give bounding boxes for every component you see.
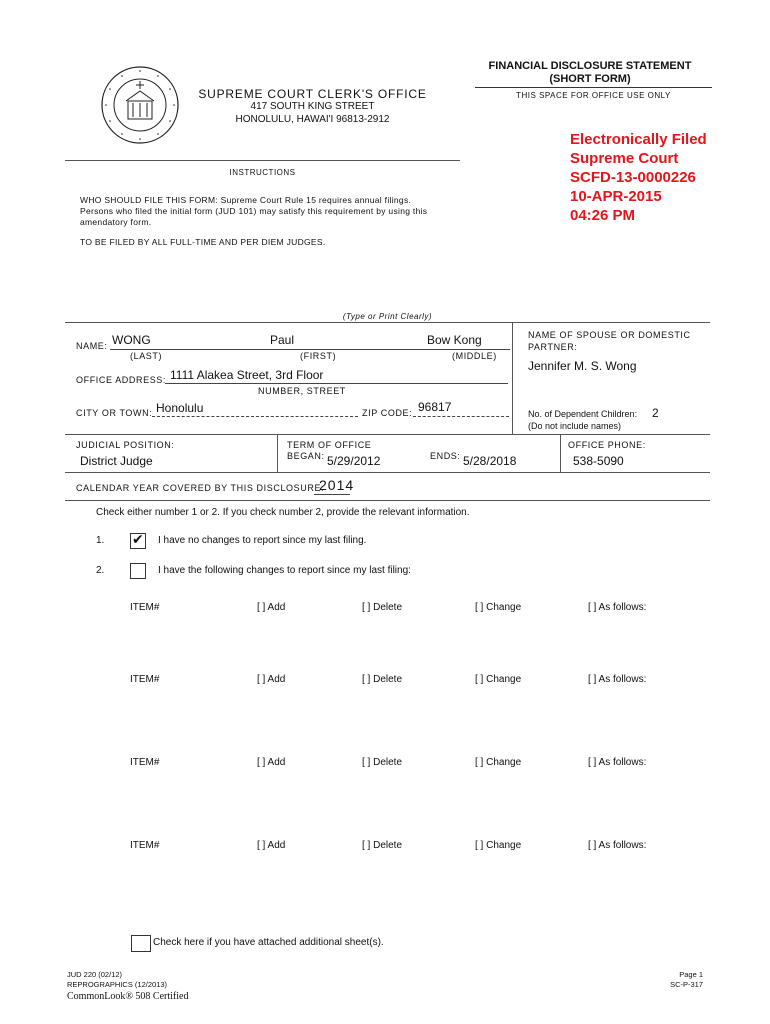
- electronic-filing-stamp: [570, 130, 765, 225]
- change-option[interactable]: [ ] Change: [475, 602, 522, 613]
- stamp-line4: 10-APR-2015: [570, 188, 662, 205]
- ends-value[interactable]: 5/28/2018: [463, 454, 517, 468]
- address-underline: [165, 383, 508, 384]
- stamp-line3: SCFD-13-0000226: [570, 169, 696, 186]
- middle-caption: (MIDDLE): [452, 351, 497, 361]
- calendar-label: CALENDAR YEAR COVERED BY THIS DISCLOSURE:: [76, 483, 325, 493]
- judicial-top-rule: [65, 434, 710, 435]
- as-follows-option[interactable]: [ ] As follows:: [588, 840, 647, 851]
- office-address-value[interactable]: 1111 Alakea Street, 3rd Floor: [170, 368, 324, 382]
- office-address-line2: HONOLULU, HAWAI'I 96813-2912: [235, 114, 390, 125]
- name-underline: [110, 349, 510, 350]
- delete-option[interactable]: [ ] Delete: [362, 602, 403, 613]
- zip-label: ZIP CODE:: [362, 408, 413, 418]
- choice-instruction: Check either number 1 or 2. If you check number 2, provide the relevant information.: [96, 507, 470, 518]
- item-row: [0, 840, 770, 854]
- add-option[interactable]: [ ] Add: [257, 840, 286, 851]
- option1-text: I have no changes to report since my last filing.: [158, 535, 367, 546]
- add-option[interactable]: [ ] Add: [257, 674, 286, 685]
- name-label: NAME:: [76, 341, 108, 351]
- city-label: CITY OR TOWN:: [76, 408, 153, 418]
- dependents-note: (Do not include names): [528, 421, 622, 431]
- city-value[interactable]: Honolulu: [156, 401, 204, 415]
- as-follows-option[interactable]: [ ] As follows:: [588, 757, 647, 768]
- change-option[interactable]: [ ] Change: [475, 757, 522, 768]
- as-follows-option[interactable]: [ ] As follows:: [588, 602, 647, 613]
- calendar-underline: [314, 494, 350, 495]
- add-option[interactable]: [ ] Add: [257, 757, 286, 768]
- change-option[interactable]: [ ] Change: [475, 840, 522, 851]
- form-title-line2: (SHORT FORM): [549, 73, 631, 85]
- office-address-line1: 417 SOUTH KING STREET: [250, 101, 375, 112]
- option2-checkbox[interactable]: [130, 563, 146, 579]
- item-row: [0, 757, 770, 771]
- delete-option[interactable]: [ ] Delete: [362, 840, 403, 851]
- item-number-label: ITEM#: [130, 757, 160, 768]
- change-option[interactable]: [ ] Change: [475, 674, 522, 685]
- first-caption: (FIRST): [300, 351, 337, 361]
- delete-option[interactable]: [ ] Delete: [362, 674, 403, 685]
- office-address-label: OFFICE ADDRESS:: [76, 375, 167, 385]
- spouse-label: [528, 329, 691, 353]
- item-number-label: ITEM#: [130, 840, 160, 851]
- attached-sheets-checkbox[interactable]: [131, 935, 151, 952]
- office-name: SUPREME COURT CLERK'S OFFICE: [198, 87, 427, 101]
- spouse-label-line1: NAME OF SPOUSE OR DOMESTIC: [528, 330, 691, 340]
- last-caption: (LAST): [130, 351, 163, 361]
- number-street-caption: NUMBER, STREET: [258, 386, 346, 396]
- calendar-top-rule: [65, 472, 710, 473]
- stamp-line2: Supreme Court: [570, 150, 679, 167]
- middle-name-value[interactable]: Bow Kong: [427, 333, 482, 347]
- supreme-court-seal: [100, 65, 180, 145]
- calendar-value[interactable]: 2014: [319, 477, 355, 493]
- office-use-rule: [475, 87, 712, 88]
- seal-icon: [100, 65, 180, 145]
- reprographics: REPROGRAPHICS (12/2013): [67, 980, 168, 989]
- position-divider: [277, 434, 278, 472]
- delete-option[interactable]: [ ] Delete: [362, 757, 403, 768]
- office-phone-label: OFFICE PHONE:: [568, 440, 646, 450]
- checkmark-icon: ✔: [132, 531, 144, 547]
- type-print-note: (Type or Print Clearly): [342, 312, 433, 321]
- dependents-label: No. of Dependent Children:: [528, 409, 638, 419]
- form-number: JUD 220 (02/12): [67, 970, 123, 979]
- ends-label: ENDS:: [430, 451, 461, 461]
- page-number: Page 1: [679, 970, 703, 979]
- form-title: [470, 60, 710, 86]
- term-label: TERM OF OFFICE: [287, 440, 372, 450]
- judicial-position-label: JUDICIAL POSITION:: [76, 440, 175, 450]
- item-row: [0, 602, 770, 616]
- dependents-value[interactable]: 2: [652, 406, 659, 420]
- form-code: SC-P-317: [670, 980, 703, 989]
- calendar-bottom-rule: [65, 500, 710, 501]
- spouse-label-line2: PARTNER:: [528, 342, 578, 352]
- spouse-divider: [512, 322, 513, 434]
- first-name-value[interactable]: Paul: [270, 333, 295, 347]
- began-value[interactable]: 5/29/2012: [327, 454, 381, 468]
- item-number-label: ITEM#: [130, 602, 160, 613]
- attached-sheets-text: Check here if you have attached additional sheet(s).: [153, 937, 384, 948]
- instructions-line2: Persons who filed the initial form (JUD 101) may satisfy this requirement by using this: [80, 206, 428, 216]
- item-number-label: ITEM#: [130, 674, 160, 685]
- option2-text: I have the following changes to report since my last filing:: [158, 565, 411, 576]
- instructions-heading: INSTRUCTIONS: [229, 168, 296, 177]
- city-underline: [152, 416, 358, 417]
- zip-underline: [413, 416, 509, 417]
- item-row: [0, 674, 770, 688]
- instructions-filers: TO BE FILED BY ALL FULL-TIME AND PER DIEM JUDGES.: [80, 237, 326, 247]
- as-follows-option[interactable]: [ ] As follows:: [588, 674, 647, 685]
- option2-number: 2.: [96, 565, 105, 576]
- last-name-value[interactable]: WONG: [112, 333, 151, 347]
- option1-number: 1.: [96, 535, 105, 546]
- stamp-line5: 04:26 PM: [570, 207, 636, 224]
- instructions-top-rule: [65, 160, 460, 161]
- form-title-line1: FINANCIAL DISCLOSURE STATEMENT: [488, 60, 692, 72]
- stamp-line1: Electronically Filed: [570, 131, 707, 148]
- instructions-line3: amendatory form.: [80, 217, 152, 227]
- instructions-body: [80, 195, 460, 248]
- form-top-rule: [65, 322, 710, 323]
- term-divider: [560, 434, 561, 472]
- option1-checkbox[interactable]: [130, 533, 146, 549]
- office-phone-value[interactable]: 538-5090: [573, 454, 624, 468]
- zip-value[interactable]: 96817: [418, 400, 452, 414]
- instructions-line1: WHO SHOULD FILE THIS FORM: Supreme Court Rule 15 requires annual filings.: [80, 195, 412, 205]
- began-label: BEGAN:: [287, 451, 325, 461]
- commonlook-certification: CommonLook® 508 Certified: [67, 991, 189, 1002]
- judicial-position-value[interactable]: District Judge: [80, 454, 153, 468]
- add-option[interactable]: [ ] Add: [257, 602, 286, 613]
- spouse-value[interactable]: Jennifer M. S. Wong: [528, 359, 637, 373]
- office-use-label: THIS SPACE FOR OFFICE USE ONLY: [516, 91, 671, 100]
